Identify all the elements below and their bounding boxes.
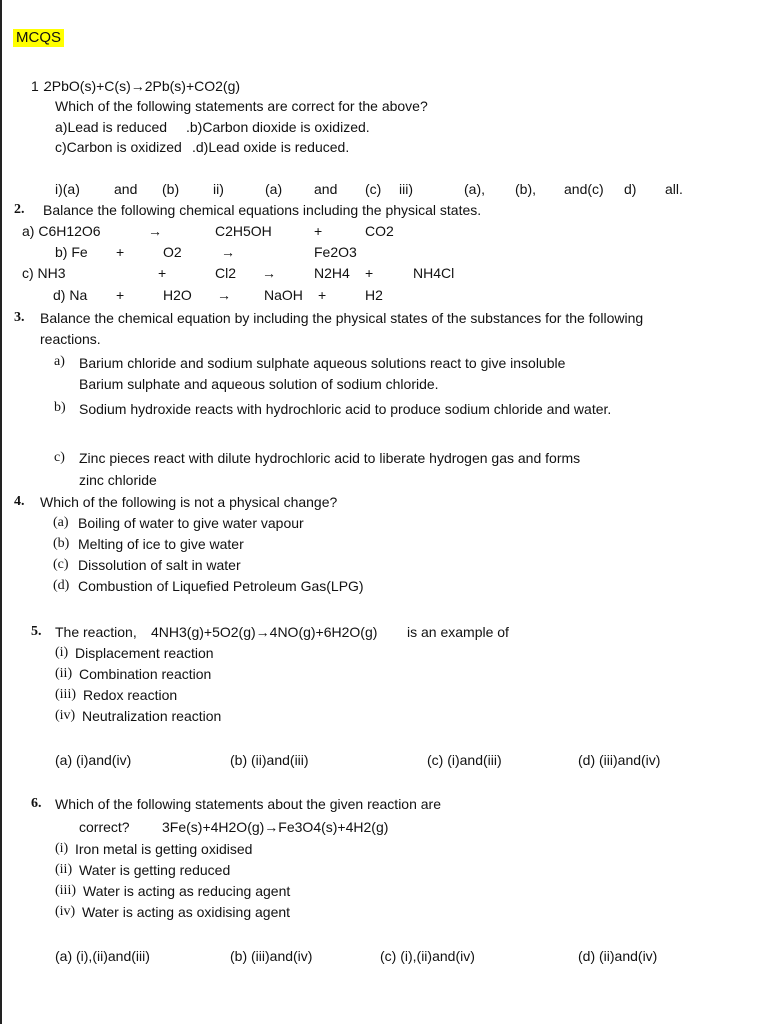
q5-answer-d: (d) (iii)and(iv): [578, 752, 661, 768]
q5-item-label: (ii): [55, 666, 73, 681]
q1-option: (a): [265, 181, 283, 197]
q5-item-text: Displacement reaction: [75, 645, 214, 661]
q6-question: Which of the following statements about the given reaction are: [55, 796, 441, 812]
q6-item-label: (ii): [55, 862, 73, 877]
q3-c-label: c): [54, 450, 65, 465]
q5-answer-a: (a) (i)and(iv): [55, 752, 132, 768]
q1-option: (a),: [464, 181, 485, 197]
q2-row-a: →: [148, 223, 162, 239]
q6-equation: 3Fe(s)+4H2O(g)→Fe3O4(s)+4H2(g): [162, 819, 389, 835]
q2-row-d: H2O: [163, 287, 192, 303]
q2-row-c: c) NH3: [22, 265, 66, 281]
q2-row-a: C2H5OH: [215, 223, 272, 239]
q2-row-b: →: [221, 244, 235, 260]
q2-row-a: +: [314, 223, 323, 239]
q4-option-label: (a): [53, 515, 69, 530]
q5-item-label: (i): [55, 645, 69, 660]
q1-statement-d: .d)Lead oxide is reduced.: [192, 139, 350, 155]
q3-b-label: b): [54, 400, 66, 415]
q1-option: (c): [365, 181, 382, 197]
q5-question-prefix: The reaction,: [55, 624, 137, 640]
q1-statement-c: c)Carbon is oxidized: [55, 139, 182, 155]
q2-row-a: a) C6H12O6: [22, 223, 101, 239]
q6-item-label: (i): [55, 841, 69, 856]
q1-equation: 2PbO(s)+C(s)→2Pb(s)+CO2(g): [44, 78, 241, 94]
q5-question-suffix: is an example of: [407, 624, 509, 640]
q3-question-cont: reactions.: [40, 331, 101, 347]
q2-row-d: →: [217, 287, 231, 303]
q1-number: 1 .: [31, 78, 47, 94]
q2-row-b: +: [116, 244, 125, 260]
q6-answer-b: (b) (iii)and(iv): [230, 948, 313, 964]
q5-item-label: (iv): [55, 708, 76, 723]
q1-option: and: [114, 181, 138, 197]
q4-option-label: (d): [53, 578, 70, 593]
q1-option: iii): [399, 181, 413, 197]
q1-option: i)(a): [55, 181, 80, 197]
q4-number: 4.: [14, 494, 25, 509]
q1-statement-a: a)Lead is reduced: [55, 119, 168, 135]
q6-item-text: Water is getting reduced: [79, 862, 231, 878]
q2-row-c: Cl2: [215, 265, 237, 281]
q2-row-b: O2: [163, 244, 182, 260]
q1-option: d): [624, 181, 637, 197]
q6-answer-a: (a) (i),(ii)and(iii): [55, 948, 150, 964]
q2-row-a: CO2: [365, 223, 394, 239]
q1-option: and: [314, 181, 338, 197]
q3-a-label: a): [54, 354, 65, 369]
q2-number: 2.: [14, 202, 25, 217]
page-title: MCQS: [13, 29, 64, 47]
q6-item-label: (iv): [55, 904, 76, 919]
q6-question-cont: correct?: [79, 819, 130, 835]
q4-option-label: (b): [53, 536, 70, 551]
q3-question: Balance the chemical equation by including the physical states of the substances for the following: [40, 310, 644, 326]
q5-equation: 4NH3(g)+5O2(g)→4NO(g)+6H2O(g): [151, 624, 378, 640]
q2-row-c: NH4Cl: [413, 265, 455, 281]
q2-row-d: NaOH: [264, 287, 303, 303]
q3-c-text: Zinc pieces react with dilute hydrochloric acid to liberate hydrogen gas and forms: [79, 450, 581, 466]
q2-row-c: +: [365, 265, 374, 281]
q4-option-text: Melting of ice to give water: [78, 536, 244, 552]
q1-question: Which of the following statements are correct for the above?: [55, 98, 428, 114]
q6-answer-c: (c) (i),(ii)and(iv): [380, 948, 475, 964]
q4-option-text: Combustion of Liquefied Petroleum Gas(LPG): [78, 578, 364, 594]
q6-item-label: (iii): [55, 883, 76, 898]
q2-row-d: +: [318, 287, 327, 303]
q2-row-b: b) Fe: [55, 244, 88, 260]
q1-option: (b): [162, 181, 180, 197]
q1-option: all.: [665, 181, 683, 197]
q1-statement-b: .b)Carbon dioxide is oxidized.: [186, 119, 370, 135]
q3-b-text: Sodium hydroxide reacts with hydrochloric acid to produce sodium chloride and water.: [79, 401, 612, 417]
q2-row-d: d) Na: [53, 287, 88, 303]
q2-question: Balance the following chemical equations including the physical states.: [43, 202, 482, 218]
q3-a-text: Barium chloride and sodium sulphate aqueous solutions react to give insoluble: [79, 355, 566, 371]
q2-row-d: H2: [365, 287, 383, 303]
q6-answer-d: (d) (ii)and(iv): [578, 948, 658, 964]
q5-answer-b: (b) (ii)and(iii): [230, 752, 309, 768]
q5-item-label: (iii): [55, 687, 76, 702]
q2-row-d: +: [116, 287, 125, 303]
q1-option: ii): [213, 181, 224, 197]
q5-item-text: Redox reaction: [83, 687, 178, 703]
q3-number: 3.: [14, 310, 25, 325]
q4-question: Which of the following is not a physical change?: [40, 494, 338, 510]
q5-item-text: Combination reaction: [79, 666, 212, 682]
q4-option-text: Boiling of water to give water vapour: [78, 515, 304, 531]
q6-number: 6.: [31, 796, 42, 811]
q1-option: and(c): [564, 181, 604, 197]
q5-number: 5.: [31, 624, 42, 639]
q6-item-text: Water is acting as oxidising agent: [82, 904, 291, 920]
q2-row-b: Fe2O3: [314, 244, 357, 260]
q5-answer-c: (c) (i)and(iii): [427, 752, 502, 768]
q6-item-text: Water is acting as reducing agent: [83, 883, 291, 899]
q2-row-c: N2H4: [314, 265, 350, 281]
q2-row-c: +: [158, 265, 167, 281]
q6-item-text: Iron metal is getting oxidised: [75, 841, 253, 857]
q3-c-text-cont: zinc chloride: [79, 472, 157, 488]
q2-row-c: →: [262, 265, 276, 281]
q1-option: (b),: [515, 181, 536, 197]
q3-a-text-cont: Barium sulphate and aqueous solution of sodium chloride.: [79, 376, 439, 392]
q4-option-label: (c): [53, 557, 69, 572]
q4-option-text: Dissolution of salt in water: [78, 557, 241, 573]
q5-item-text: Neutralization reaction: [82, 708, 222, 724]
